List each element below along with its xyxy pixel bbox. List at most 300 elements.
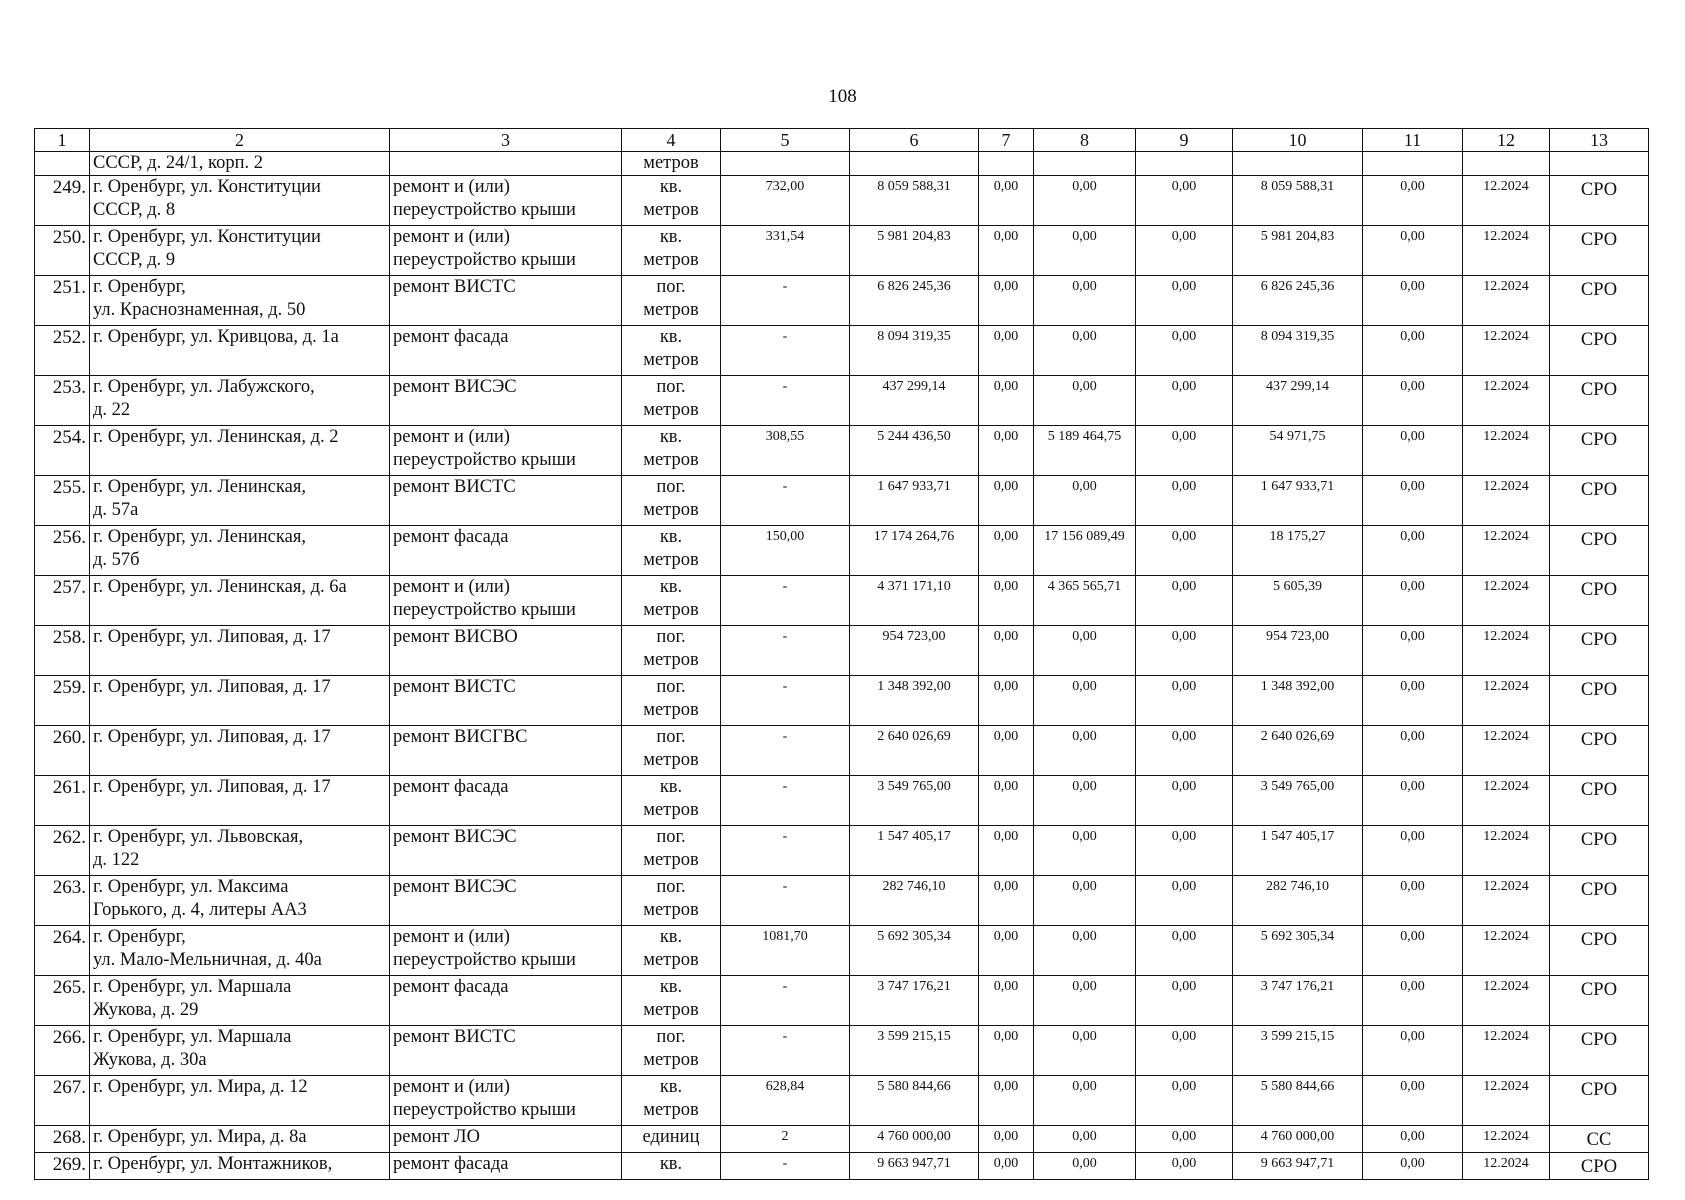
value-cell-9: 0,00 — [1136, 826, 1233, 876]
cell-5 — [721, 152, 850, 176]
row-number: 250. — [35, 226, 90, 276]
unit-cell — [622, 226, 721, 276]
address-line: г. Оренбург, ул. Липовая, д. 17 — [93, 677, 331, 697]
cell-unit — [622, 152, 721, 176]
unit-line: метров — [643, 850, 699, 870]
cell-11 — [1363, 152, 1463, 176]
address-cell — [90, 476, 390, 526]
unit-line: пог. — [656, 627, 686, 647]
value-cell-5: 331,54 — [721, 226, 850, 276]
work-type-cell — [390, 576, 622, 626]
value-cell-12: 12.2024 — [1463, 676, 1550, 726]
value-cell-8: 0,00 — [1034, 926, 1136, 976]
cell-8 — [1034, 152, 1136, 176]
value-cell-5: - — [721, 826, 850, 876]
value-cell-5: - — [721, 676, 850, 726]
value-cell-11: 0,00 — [1363, 676, 1463, 726]
work-type-line: ремонт ВИСТС — [393, 277, 516, 297]
contractor-code-cell: СРО — [1550, 826, 1649, 876]
address-line: Жукова, д. 29 — [93, 1000, 199, 1020]
unit-line: метров — [643, 750, 699, 770]
value-cell-11: 0,00 — [1363, 576, 1463, 626]
value-cell-12: 12.2024 — [1463, 876, 1550, 926]
value-cell-8: 4 365 565,71 — [1034, 576, 1136, 626]
value-cell-10: 5 692 305,34 — [1233, 926, 1363, 976]
value-cell-11: 0,00 — [1363, 926, 1463, 976]
value-cell-7: 0,00 — [979, 1076, 1034, 1126]
address-cell — [90, 1076, 390, 1126]
unit-cell — [622, 626, 721, 676]
address-line: г. Оренбург, ул. Липовая, д. 17 — [93, 777, 331, 797]
value-cell-10: 1 547 405,17 — [1233, 826, 1363, 876]
work-type-line: переустройство крыши — [393, 250, 576, 270]
unit-cell — [622, 376, 721, 426]
table-row — [35, 276, 1649, 326]
value-cell-9: 0,00 — [1136, 276, 1233, 326]
value-cell-6: 4 760 000,00 — [850, 1126, 979, 1153]
value-cell-10: 3 549 765,00 — [1233, 776, 1363, 826]
work-type-cell — [390, 476, 622, 526]
value-cell-11: 0,00 — [1363, 1076, 1463, 1126]
value-cell-9: 0,00 — [1136, 476, 1233, 526]
row-number: 267. — [35, 1076, 90, 1126]
column-header-2: 2 — [90, 129, 390, 152]
work-type-line: ремонт фасада — [393, 527, 509, 547]
value-cell-11: 0,00 — [1363, 976, 1463, 1026]
value-cell-11: 0,00 — [1363, 426, 1463, 476]
unit-line: кв. — [659, 927, 683, 947]
value-cell-8: 0,00 — [1034, 776, 1136, 826]
work-type-line: ремонт ВИСТС — [393, 677, 516, 697]
cell-12 — [1463, 152, 1550, 176]
table-row — [35, 1026, 1649, 1076]
page-number: 108 — [828, 86, 857, 107]
value-cell-5: 732,00 — [721, 176, 850, 226]
unit-cell — [622, 776, 721, 826]
value-cell-10: 3 747 176,21 — [1233, 976, 1363, 1026]
value-cell-10: 5 981 204,83 — [1233, 226, 1363, 276]
value-cell-11: 0,00 — [1363, 1153, 1463, 1180]
table-body — [35, 129, 1649, 1180]
value-cell-5: - — [721, 276, 850, 326]
address-cell — [90, 276, 390, 326]
value-cell-6: 2 640 026,69 — [850, 726, 979, 776]
address-line: г. Оренбург, — [93, 277, 186, 297]
value-cell-6: 5 244 436,50 — [850, 426, 979, 476]
unit-cell — [622, 676, 721, 726]
column-header-9: 9 — [1136, 129, 1233, 152]
cell-13 — [1550, 152, 1649, 176]
address-line: д. 22 — [93, 400, 131, 420]
work-type-line: ремонт и (или) — [393, 927, 510, 947]
work-type-line: ремонт фасада — [393, 777, 509, 797]
value-cell-9: 0,00 — [1136, 1026, 1233, 1076]
value-cell-5: - — [721, 976, 850, 1026]
address-line: г. Оренбург, ул. Кривцова, д. 1а — [93, 327, 339, 347]
value-cell-6: 8 059 588,31 — [850, 176, 979, 226]
unit-line: метров — [643, 500, 699, 520]
value-cell-6: 4 371 171,10 — [850, 576, 979, 626]
address-line: г. Оренбург, ул. Ленинская, д. 2 — [93, 427, 339, 447]
unit-line: кв. — [659, 977, 683, 997]
value-cell-7: 0,00 — [979, 1153, 1034, 1180]
unit-cell — [622, 1126, 721, 1153]
table-row — [35, 376, 1649, 426]
address-cell — [90, 576, 390, 626]
value-cell-5: - — [721, 1026, 850, 1076]
address-cell — [90, 776, 390, 826]
value-cell-8: 0,00 — [1034, 1126, 1136, 1153]
value-cell-7: 0,00 — [979, 526, 1034, 576]
value-cell-7: 0,00 — [979, 626, 1034, 676]
address-cell — [90, 976, 390, 1026]
table-row — [35, 776, 1649, 826]
cell-num — [35, 152, 90, 176]
address-line: СССР, д. 9 — [93, 250, 176, 270]
unit-line: метров — [643, 400, 699, 420]
work-type-line: ремонт ЛО — [393, 1127, 480, 1147]
address-cell — [90, 176, 390, 226]
value-cell-9: 0,00 — [1136, 526, 1233, 576]
column-header-4: 4 — [622, 129, 721, 152]
work-type-line: ремонт ВИСВО — [393, 627, 518, 647]
value-cell-6: 5 981 204,83 — [850, 226, 979, 276]
value-cell-7: 0,00 — [979, 476, 1034, 526]
unit-cell — [622, 576, 721, 626]
row-number: 252. — [35, 326, 90, 376]
value-cell-9: 0,00 — [1136, 376, 1233, 426]
work-type-line: переустройство крыши — [393, 450, 576, 470]
value-cell-6: 6 826 245,36 — [850, 276, 979, 326]
contractor-code-cell: СРО — [1550, 1026, 1649, 1076]
value-cell-8: 0,00 — [1034, 1153, 1136, 1180]
value-cell-7: 0,00 — [979, 876, 1034, 926]
value-cell-10: 18 175,27 — [1233, 526, 1363, 576]
value-cell-9: 0,00 — [1136, 576, 1233, 626]
value-cell-6: 282 746,10 — [850, 876, 979, 926]
value-cell-8: 0,00 — [1034, 176, 1136, 226]
contractor-code-cell: СРО — [1550, 176, 1649, 226]
value-cell-5: - — [721, 776, 850, 826]
value-cell-9: 0,00 — [1136, 326, 1233, 376]
value-cell-7: 0,00 — [979, 226, 1034, 276]
unit-line: кв. — [659, 227, 683, 247]
unit-cell — [622, 726, 721, 776]
work-type-line: ремонт и (или) — [393, 177, 510, 197]
value-cell-11: 0,00 — [1363, 176, 1463, 226]
value-cell-11: 0,00 — [1363, 476, 1463, 526]
contractor-code-cell: СРО — [1550, 776, 1649, 826]
work-type-cell — [390, 626, 622, 676]
value-cell-12: 12.2024 — [1463, 1153, 1550, 1180]
unit-line: кв. — [659, 177, 683, 197]
address-line: г. Оренбург, — [93, 927, 186, 947]
unit-line: метров — [643, 900, 699, 920]
work-type-line: ремонт фасада — [393, 1154, 509, 1174]
value-cell-12: 12.2024 — [1463, 326, 1550, 376]
work-type-cell — [390, 1026, 622, 1076]
value-cell-9: 0,00 — [1136, 1076, 1233, 1126]
value-cell-8: 0,00 — [1034, 726, 1136, 776]
value-cell-11: 0,00 — [1363, 826, 1463, 876]
value-cell-7: 0,00 — [979, 676, 1034, 726]
unit-cell — [622, 176, 721, 226]
unit-line: метров — [643, 950, 699, 970]
address-cell — [90, 376, 390, 426]
unit-line: кв. — [659, 777, 683, 797]
value-cell-6: 437 299,14 — [850, 376, 979, 426]
value-cell-10: 8 059 588,31 — [1233, 176, 1363, 226]
value-cell-8: 17 156 089,49 — [1034, 526, 1136, 576]
value-cell-12: 12.2024 — [1463, 976, 1550, 1026]
value-cell-7: 0,00 — [979, 326, 1034, 376]
cell-10 — [1233, 152, 1363, 176]
work-type-line: ремонт ВИСЭС — [393, 377, 517, 397]
unit-line: метров — [643, 600, 699, 620]
work-type-cell — [390, 226, 622, 276]
work-type-cell — [390, 976, 622, 1026]
address-cell — [90, 526, 390, 576]
contractor-code-cell: СРО — [1550, 976, 1649, 1026]
work-type-cell — [390, 926, 622, 976]
work-type-cell — [390, 176, 622, 226]
value-cell-9: 0,00 — [1136, 876, 1233, 926]
contractor-code-cell: СС — [1550, 1126, 1649, 1153]
value-cell-12: 12.2024 — [1463, 826, 1550, 876]
column-header-5: 5 — [721, 129, 850, 152]
work-type-line: ремонт ВИСТС — [393, 477, 516, 497]
value-cell-12: 12.2024 — [1463, 626, 1550, 676]
value-cell-10: 2 640 026,69 — [1233, 726, 1363, 776]
unit-cell — [622, 426, 721, 476]
cell-6 — [850, 152, 979, 176]
value-cell-7: 0,00 — [979, 576, 1034, 626]
address-line: д. 57а — [93, 500, 139, 520]
unit-line: метров — [643, 1100, 699, 1120]
value-cell-12: 12.2024 — [1463, 576, 1550, 626]
row-number: 251. — [35, 276, 90, 326]
unit-line: метров — [643, 800, 699, 820]
row-number: 258. — [35, 626, 90, 676]
table-row — [35, 826, 1649, 876]
contractor-code-cell: СРО — [1550, 326, 1649, 376]
work-type-cell — [390, 526, 622, 576]
address-cell — [90, 1026, 390, 1076]
address-cell — [90, 626, 390, 676]
value-cell-5: - — [721, 1153, 850, 1180]
capital-repair-table — [34, 128, 1649, 1180]
value-cell-12: 12.2024 — [1463, 176, 1550, 226]
row-number: 254. — [35, 426, 90, 476]
unit-line: метров — [643, 1000, 699, 1020]
contractor-code-cell: СРО — [1550, 676, 1649, 726]
value-cell-11: 0,00 — [1363, 626, 1463, 676]
column-number-header — [35, 129, 1649, 152]
contractor-code-cell: СРО — [1550, 726, 1649, 776]
table-row — [35, 426, 1649, 476]
value-cell-12: 12.2024 — [1463, 376, 1550, 426]
value-cell-7: 0,00 — [979, 426, 1034, 476]
unit-line: метров — [643, 650, 699, 670]
table-row — [35, 176, 1649, 226]
work-type-cell — [390, 376, 622, 426]
value-cell-8: 0,00 — [1034, 326, 1136, 376]
address-line: г. Оренбург, ул. Ленинская, — [93, 527, 306, 547]
unit-cell — [622, 1026, 721, 1076]
table-row — [35, 926, 1649, 976]
value-cell-10: 282 746,10 — [1233, 876, 1363, 926]
row-number: 269. — [35, 1153, 90, 1180]
value-cell-8: 0,00 — [1034, 826, 1136, 876]
value-cell-8: 0,00 — [1034, 226, 1136, 276]
value-cell-10: 3 599 215,15 — [1233, 1026, 1363, 1076]
value-cell-10: 1 647 933,71 — [1233, 476, 1363, 526]
value-cell-7: 0,00 — [979, 276, 1034, 326]
work-type-line: переустройство крыши — [393, 200, 576, 220]
value-cell-5: 628,84 — [721, 1076, 850, 1126]
unit-cell — [622, 326, 721, 376]
work-type-line: переустройство крыши — [393, 600, 576, 620]
unit-line: пог. — [656, 277, 686, 297]
contractor-code-cell: СРО — [1550, 426, 1649, 476]
column-header-13: 13 — [1550, 129, 1649, 152]
row-number: 253. — [35, 376, 90, 426]
row-number: 268. — [35, 1126, 90, 1153]
table-row — [35, 226, 1649, 276]
column-header-10: 10 — [1233, 129, 1363, 152]
column-header-3: 3 — [390, 129, 622, 152]
address-cell — [90, 876, 390, 926]
row-number: 261. — [35, 776, 90, 826]
value-cell-8: 0,00 — [1034, 676, 1136, 726]
table-row — [35, 726, 1649, 776]
address-cell — [90, 1126, 390, 1153]
value-cell-9: 0,00 — [1136, 926, 1233, 976]
unit-line: метров — [643, 550, 699, 570]
unit-line: кв. — [659, 327, 683, 347]
address-line: г. Оренбург, ул. Липовая, д. 17 — [93, 627, 331, 647]
row-number: 266. — [35, 1026, 90, 1076]
value-cell-8: 0,00 — [1034, 1026, 1136, 1076]
work-type-line: переустройство крыши — [393, 950, 576, 970]
unit-line: единиц — [642, 1127, 700, 1147]
value-cell-5: - — [721, 326, 850, 376]
row-number: 257. — [35, 576, 90, 626]
column-header-6: 6 — [850, 129, 979, 152]
contractor-code-cell: СРО — [1550, 876, 1649, 926]
address-line: ул. Краснознаменная, д. 50 — [93, 300, 306, 320]
value-cell-8: 0,00 — [1034, 476, 1136, 526]
value-cell-10: 5 605,39 — [1233, 576, 1363, 626]
address-cell — [90, 1153, 390, 1180]
address-line: г. Оренбург, ул. Львовская, — [93, 827, 304, 847]
value-cell-8: 0,00 — [1034, 376, 1136, 426]
unit-line: кв. — [659, 577, 683, 597]
value-cell-7: 0,00 — [979, 976, 1034, 1026]
value-cell-8: 0,00 — [1034, 276, 1136, 326]
unit-line: метров — [643, 450, 699, 470]
value-cell-5: 1081,70 — [721, 926, 850, 976]
value-cell-7: 0,00 — [979, 376, 1034, 426]
work-type-line: ремонт и (или) — [393, 577, 510, 597]
value-cell-11: 0,00 — [1363, 326, 1463, 376]
value-cell-5: 308,55 — [721, 426, 850, 476]
value-cell-12: 12.2024 — [1463, 226, 1550, 276]
value-cell-8: 0,00 — [1034, 876, 1136, 926]
value-cell-12: 12.2024 — [1463, 1026, 1550, 1076]
work-type-line: ремонт и (или) — [393, 227, 510, 247]
work-type-cell — [390, 326, 622, 376]
contractor-code-cell: СРО — [1550, 476, 1649, 526]
address-cell — [90, 826, 390, 876]
value-cell-10: 4 760 000,00 — [1233, 1126, 1363, 1153]
table-row — [35, 676, 1649, 726]
address-line: г. Оренбург, ул. Максима — [93, 877, 289, 897]
value-cell-7: 0,00 — [979, 1126, 1034, 1153]
value-cell-6: 17 174 264,76 — [850, 526, 979, 576]
work-type-line: ремонт и (или) — [393, 427, 510, 447]
unit-line: метров — [643, 350, 699, 370]
unit-cell — [622, 1153, 721, 1180]
work-type-cell — [390, 826, 622, 876]
value-cell-6: 8 094 319,35 — [850, 326, 979, 376]
unit-line: кв. — [659, 427, 683, 447]
value-cell-11: 0,00 — [1363, 226, 1463, 276]
value-cell-11: 0,00 — [1363, 1126, 1463, 1153]
work-type-line: переустройство крыши — [393, 1100, 576, 1120]
address-line: г. Оренбург, ул. Мира, д. 12 — [93, 1077, 308, 1097]
column-header-12: 12 — [1463, 129, 1550, 152]
unit-cell — [622, 926, 721, 976]
address-line: СССР, д. 8 — [93, 200, 176, 220]
address-line: г. Оренбург, ул. Лабужского, — [93, 377, 315, 397]
work-type-cell — [390, 426, 622, 476]
value-cell-11: 0,00 — [1363, 276, 1463, 326]
value-cell-9: 0,00 — [1136, 226, 1233, 276]
table-row — [35, 576, 1649, 626]
contractor-code-cell: СРО — [1550, 526, 1649, 576]
contractor-code-cell: СРО — [1550, 1076, 1649, 1126]
address-line: г. Оренбург, ул. Конституции — [93, 227, 321, 247]
value-cell-6: 9 663 947,71 — [850, 1153, 979, 1180]
work-type-cell — [390, 1076, 622, 1126]
value-cell-6: 1 547 405,17 — [850, 826, 979, 876]
unit-line: метров — [643, 1050, 699, 1070]
value-cell-12: 12.2024 — [1463, 1126, 1550, 1153]
row-number: 256. — [35, 526, 90, 576]
address-line: Жукова, д. 30а — [93, 1050, 207, 1070]
contractor-code-cell: СРО — [1550, 576, 1649, 626]
value-cell-5: 150,00 — [721, 526, 850, 576]
value-cell-5: - — [721, 726, 850, 776]
value-cell-9: 0,00 — [1136, 626, 1233, 676]
address-line: г. Оренбург, ул. Маршала — [93, 1027, 292, 1047]
contractor-code-cell: СРО — [1550, 226, 1649, 276]
unit-cell — [622, 826, 721, 876]
unit-line: пог. — [656, 727, 686, 747]
cell-address — [90, 152, 390, 176]
table-row — [35, 476, 1649, 526]
address-line: Горького, д. 4, литеры АА3 — [93, 900, 307, 920]
value-cell-7: 0,00 — [979, 826, 1034, 876]
unit-line: метров — [643, 700, 699, 720]
value-cell-8: 0,00 — [1034, 1076, 1136, 1126]
unit-line: метров — [643, 200, 699, 220]
value-cell-11: 0,00 — [1363, 726, 1463, 776]
work-type-line: ремонт ВИСГВС — [393, 727, 528, 747]
value-cell-10: 437 299,14 — [1233, 376, 1363, 426]
value-cell-5: 2 — [721, 1126, 850, 1153]
